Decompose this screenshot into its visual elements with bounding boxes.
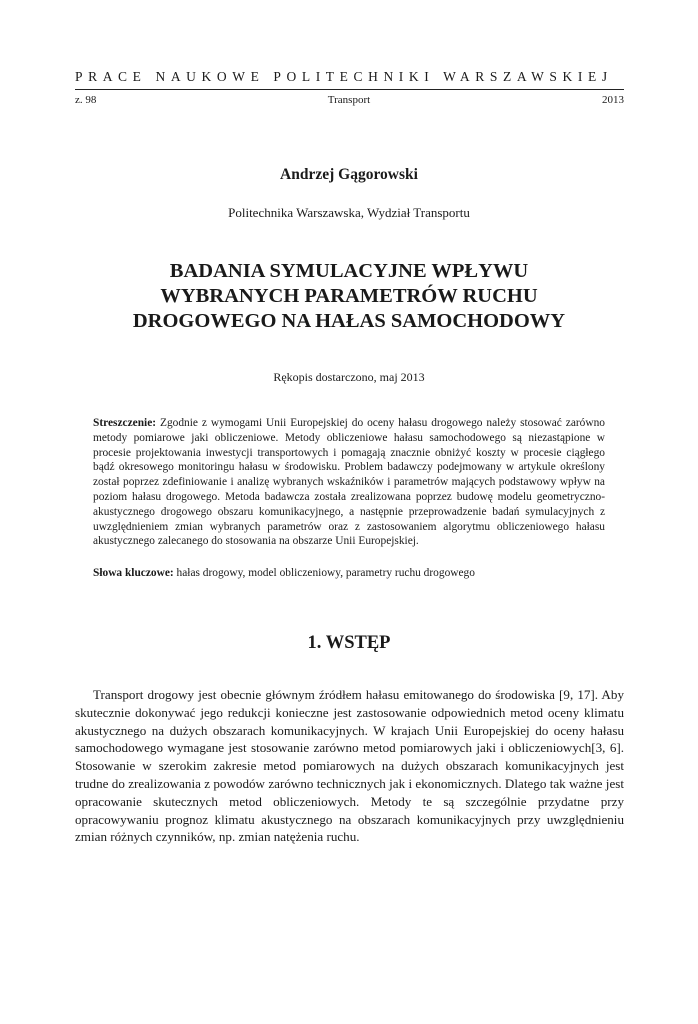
intro-paragraph: Transport drogowy jest obecnie głównym źródłem hałasu emitowanego do środowiska [9, 17]. Aby skutecznie dokonywać jego redukcji konieczne jest zastosowanie odpowiednich metod oceny klimatu akustycznego na dużych obszarach komunikacyjnych. W krajach Unii Europejskiej do oceny hałasu samochodowego wymagane jest stosowanie zarówno metod pomiarowych jaki i obliczeniowych[3, 6]. Stosowanie w szerokim zakresie metod pomiarowych na dużych obszarach komunikacyjnych jest trudne do zrealizowania z powodów zarówno technicznych jak i ekonomicznych. Dlatego tak ważne jest opracowanie skutecznych metod obliczeniowych. Metody te są szczególnie przydatne przy opracowywaniu prognoz klimatu akustycznego na obszarach komunikacyjnych przy uwzględnieniu zmian różnych czynników, np. zmian natężenia ruchu.	[75, 687, 624, 845]
article-title	[0, 259, 698, 334]
abstract	[93, 416, 605, 549]
publication-year: 2013	[602, 94, 624, 106]
received-date: Rękopis dostarczono, maj 2013	[273, 370, 425, 384]
series-name: Transport	[327, 94, 371, 106]
volume-number: z. 98	[75, 94, 97, 106]
title-line: DROGOWEGO NA HAŁAS SAMOCHODOWY	[132, 310, 566, 332]
keywords-label: Słowa kluczowe:	[93, 567, 174, 579]
abstract-label: Streszczenie:	[93, 417, 157, 429]
author-name: Andrzej Gągorowski	[280, 166, 418, 183]
journal-name: PRACE NAUKOWE POLITECHNIKI WARSZAWSKIEJ	[75, 69, 613, 84]
title-line: WYBRANYCH PARAMETRÓW RUCHU	[160, 285, 538, 307]
header-rule	[75, 89, 624, 90]
abstract-text: Zgodnie z wymogami Unii Europejskiej do oceny hałasu drogowego należy stosować zarówno metody pomiarowe jaki obliczeniowe. Metody obliczeniowe hałasu samochodowego są niezastąpione w procesie projektowania inwestycji transportowych i pomagają znacznie obniżyć koszty w procesie ciągłego bądź okresowego monitoringu hałasu w środowisku. Problem badawczy podejmowany w artykule określony został poprzez zdefiniowanie i analizę wybranych wskaźników i parametrów mających podstawowy wpływ na poziom hałasu drogowego. Metoda badawcza została zrealizowana poprzez budowę modelu geometryczno-akustycznego drogowego obszaru komunikacyjnego, a następnie przeprowadzenie badań symulacyjnych z uwzględnieniem zmian wybranych parametrów oraz z zastosowaniem algorytmu obliczeniowego hałasu akustycznego zalecanego do stosowania na obszarze Unii Europejskiej.	[93, 417, 605, 548]
keywords-text: hałas drogowy, model obliczeniowy, parametry ruchu drogowego	[176, 567, 475, 579]
author-affiliation: Politechnika Warszawska, Wydział Transportu	[228, 205, 470, 220]
section-heading: 1. WSTĘP	[307, 633, 391, 653]
keywords	[93, 566, 605, 581]
title-line: BADANIA SYMULACYJNE WPŁYWU	[169, 260, 529, 282]
